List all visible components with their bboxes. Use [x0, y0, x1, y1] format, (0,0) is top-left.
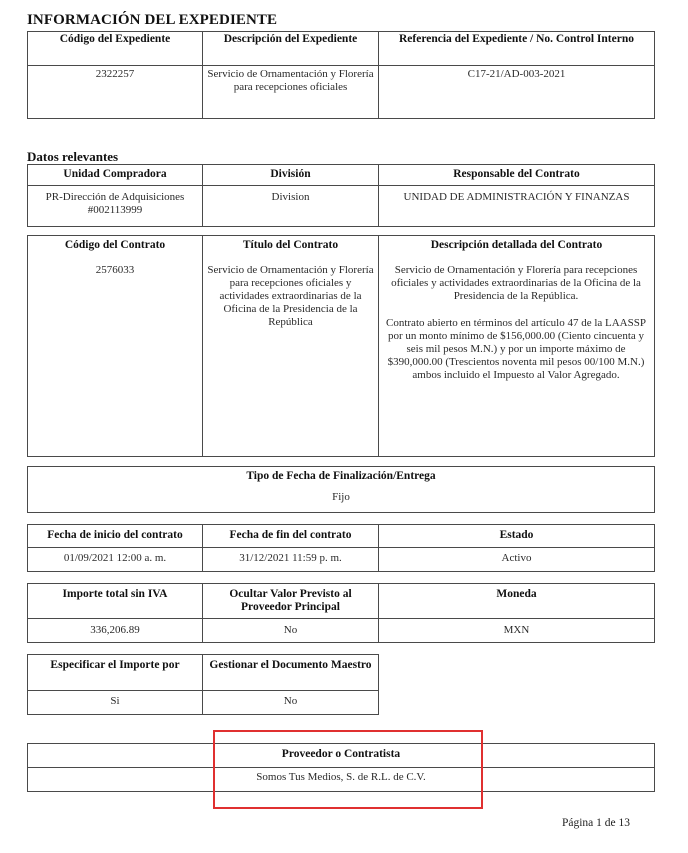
descripcion-contrato-p2: Contrato abierto en términos del artículo 47 de la LAASSP por un monto mínimo de $156,000.00 (Ciento cincuenta y seis mil pesos M.N.) y por un importe máximo de $390,000.00 (Trescientos noventa mil pesos 00/100 M.N.) ambos incluido el Impuesto al Valor Agregado.: [386, 317, 646, 381]
header-fecha-inicio: Fecha de inicio del contrato: [47, 529, 183, 541]
header-descripcion-expediente: Descripción del Expediente: [223, 33, 358, 45]
header-tipo-fecha: Tipo de Fecha de Finalización/Entrega: [246, 470, 436, 482]
header-responsable: Responsable del Contrato: [453, 168, 580, 180]
header-titulo-contrato: Título del Contrato: [242, 239, 339, 251]
referencia-expediente-value: C17-21/AD-003-2021: [467, 68, 566, 80]
gestionar-documento-value: No: [283, 695, 298, 707]
fecha-fin-value: 31/12/2021 11:59 p. m.: [239, 552, 342, 564]
header-codigo-expediente: Código del Expediente: [59, 33, 171, 45]
ocultar-valor-value: No: [283, 624, 298, 636]
header-gestionar-documento: Gestionar el Documento Maestro: [209, 659, 372, 671]
responsable-value: UNIDAD DE ADMINISTRACIÓN Y FINANZAS: [403, 191, 630, 203]
header-unidad-compradora: Unidad Compradora: [63, 168, 167, 180]
importe-total-value: 336,206.89: [90, 624, 140, 636]
header-proveedor: Proveedor o Contratista: [281, 748, 401, 760]
estado-value: Activo: [501, 552, 532, 564]
tipo-fecha-value: Fijo: [332, 491, 350, 503]
header-estado: Estado: [499, 529, 534, 541]
header-moneda: Moneda: [496, 588, 537, 600]
header-division: División: [270, 168, 311, 180]
section-title-datos: Datos relevantes: [27, 149, 119, 164]
descripcion-contrato-p1: Servicio de Ornamentación y Florería para recepciones oficiales y actividades extraordinarias de la Oficina de la Presidencia de la República.: [391, 264, 641, 302]
header-codigo-contrato: Código del Contrato: [64, 239, 166, 251]
fecha-inicio-value: 01/09/2021 12:00 a. m.: [63, 552, 167, 564]
section-title-expediente: INFORMACIÓN DEL EXPEDIENTE: [27, 12, 278, 28]
header-importe-total: Importe total sin IVA: [62, 588, 168, 600]
header-especificar-importe: Especificar el Importe por: [50, 659, 180, 671]
codigo-expediente-value: 2322257: [95, 68, 135, 80]
moneda-value: MXN: [503, 624, 530, 636]
codigo-contrato-value: 2576033: [95, 264, 135, 276]
proveedor-value: Somos Tus Medios, S. de R.L. de C.V.: [256, 771, 426, 783]
descripcion-contrato-value: [381, 264, 651, 382]
header-ocultar-valor: Ocultar Valor Previsto al Proveedor Principal: [229, 588, 352, 613]
header-descripcion-contrato: Descripción detallada del Contrato: [430, 239, 603, 251]
unidad-compradora-value: PR-Dirección de Adquisiciones #002113999: [45, 191, 185, 216]
header-referencia-expediente: Referencia del Expediente / No. Control Interno: [399, 33, 634, 45]
header-fecha-fin: Fecha de fin del contrato: [229, 529, 352, 541]
titulo-contrato-value: Servicio de Ornamentación y Florería para recepciones oficiales y actividades extraordinarias de la Oficina de la Presidencia de la República: [207, 264, 374, 328]
descripcion-expediente-value: Servicio de Ornamentación y Florería para recepciones oficiales: [207, 68, 374, 93]
especificar-importe-value: Si: [110, 695, 120, 707]
page-number: Página 1 de 13: [561, 817, 630, 829]
division-value: Division: [271, 191, 310, 203]
highlight-box: [213, 730, 483, 809]
